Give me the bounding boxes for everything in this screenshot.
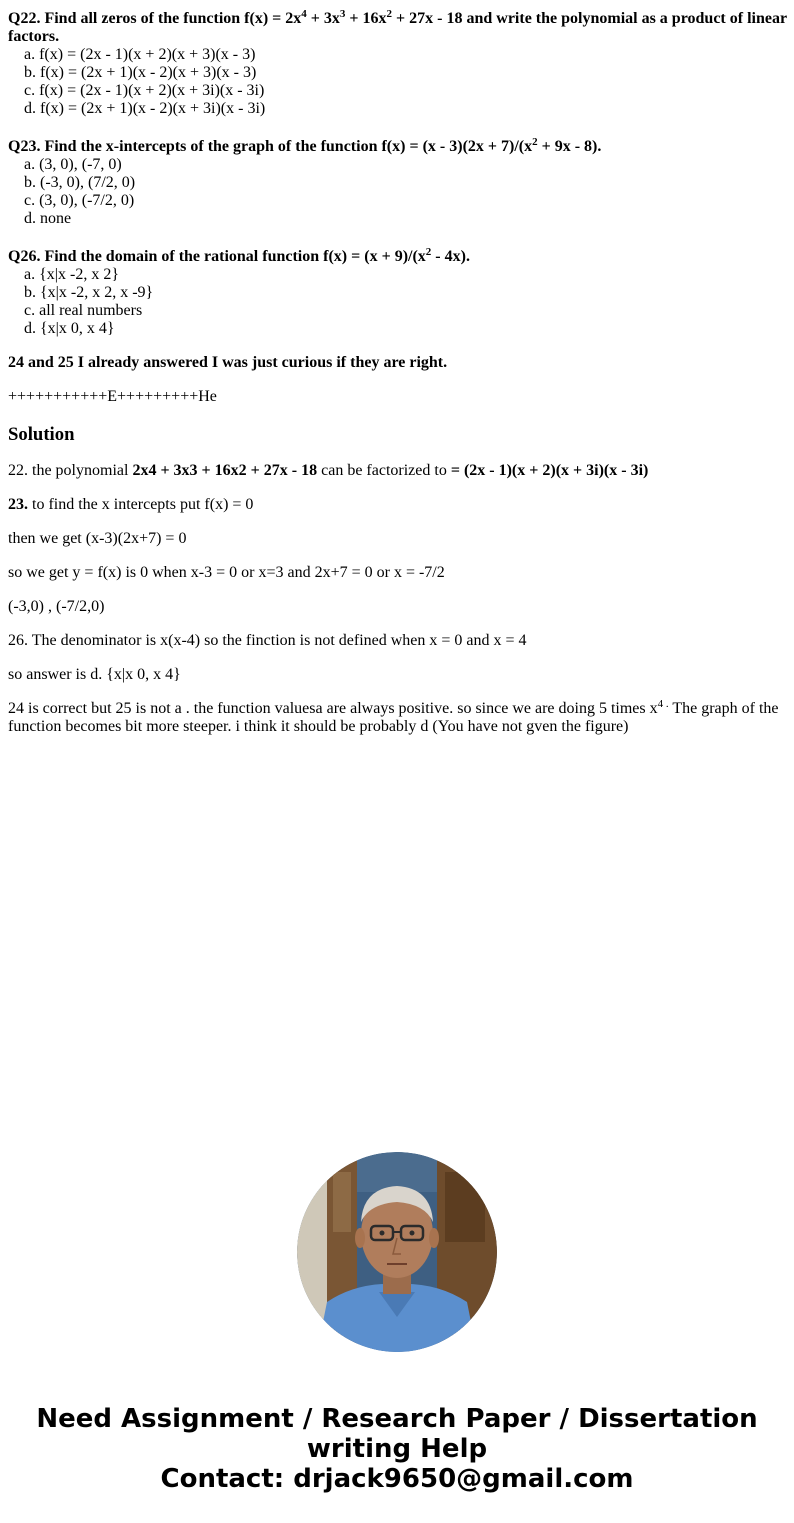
q26-option-b: b. {x|x -2, x 2, x -9} <box>24 284 154 301</box>
q22-title: Q22. Find all zeros of the function $f(x) = 2x^4 + 3x^3 + 16x^2 + 27x - 18$ and write the polynomial as a product of linear factors. <box>8 8 787 45</box>
q26-label: Q26. <box>8 248 41 265</box>
solution-23-points: (-3,0) , (-7/2,0) <box>8 598 105 615</box>
q23-option-a: a. (3, 0), (-7, 0) <box>24 156 122 173</box>
q22-option-d: d. f(x) = (2x + 1)(x - 2)(x + 3i)(x - 3i) <box>24 100 266 117</box>
contact-banner <box>0 1404 794 1494</box>
q22-option-b: b. f(x) = (2x + 1)(x - 2)(x + 3)(x - 3) <box>24 64 257 81</box>
q23-options <box>8 156 788 228</box>
q23-option-b: b. (-3, 0), (7/2, 0) <box>24 174 136 191</box>
q23-option-d: d. none <box>24 210 72 227</box>
q26-options <box>8 266 788 338</box>
separator-line: +++++++++++E+++++++++He <box>8 388 217 405</box>
avatar-illustration <box>297 1152 497 1352</box>
q26-option-d: d. {x|x 0, x 4} <box>24 320 115 337</box>
q22-option-c: c. f(x) = (2x - 1)(x + 2)(x + 3i)(x - 3i) <box>24 82 265 99</box>
q22-label: Q22. <box>8 10 41 27</box>
q22-option-a: a. f(x) = (2x - 1)(x + 2)(x + 3)(x - 3) <box>24 46 256 63</box>
q22-options <box>8 46 788 118</box>
solution-26: 26. The denominator is x(x-4) so the finction is not defined when x = 0 and x = 4 <box>8 632 527 649</box>
solution-24-25: 24 is correct but 25 is not a . the function valuesa are always positive. so since we are doing 5 times $x^{4 .}$ The graph of the function becomes bit more steeper. i think it should be probably d (You have not gven the figure) <box>8 698 779 735</box>
solution-26-answer: so answer is d. {x|x 0, x 4} <box>8 666 181 683</box>
cta-line-2: writing Help <box>306 1434 488 1464</box>
cta-line-1: Need Assignment / Research Paper / Dissertation <box>36 1404 758 1434</box>
q26-option-a: a. {x|x -2, x 2} <box>24 266 119 283</box>
q26-option-c: c. all real numbers <box>24 302 143 319</box>
q26-title: Q26. Find the domain of the rational function $f(x) = (x + 9)/(x^2 - 4x)$. <box>8 246 470 265</box>
asker-note: 24 and 25 I already answered I was just curious if they are right. <box>8 354 448 371</box>
q23-title: Q23. Find the x-intercepts of the graph of the function $f(x) = (x - 3)(2x + 7)/(x^2 + 9x - 8)$. <box>8 136 602 155</box>
tutor-avatar <box>297 1152 497 1352</box>
solution-22: 22. the polynomial 2x4 + 3x3 + 16x2 + 27x - 18 can be factorized to = (2x - 1)(x + 2)(x + 3i)(x - 3i) <box>8 462 649 479</box>
solution-heading: Solution <box>8 424 75 445</box>
question-content <box>8 10 788 736</box>
cta-line-3: Contact: drjack9650@gmail.com <box>160 1464 634 1494</box>
solution-23-so: so we get y = f(x) is 0 when x-3 = 0 or x=3 and 2x+7 = 0 or x = -7/2 <box>8 564 445 581</box>
solution-23: 23. to find the x intercepts put f(x) = 0 <box>8 496 254 513</box>
q23-option-c: c. (3, 0), (-7/2, 0) <box>24 192 135 209</box>
solution-23-then: then we get (x-3)(2x+7) = 0 <box>8 530 187 547</box>
q23-label: Q23. <box>8 138 41 155</box>
